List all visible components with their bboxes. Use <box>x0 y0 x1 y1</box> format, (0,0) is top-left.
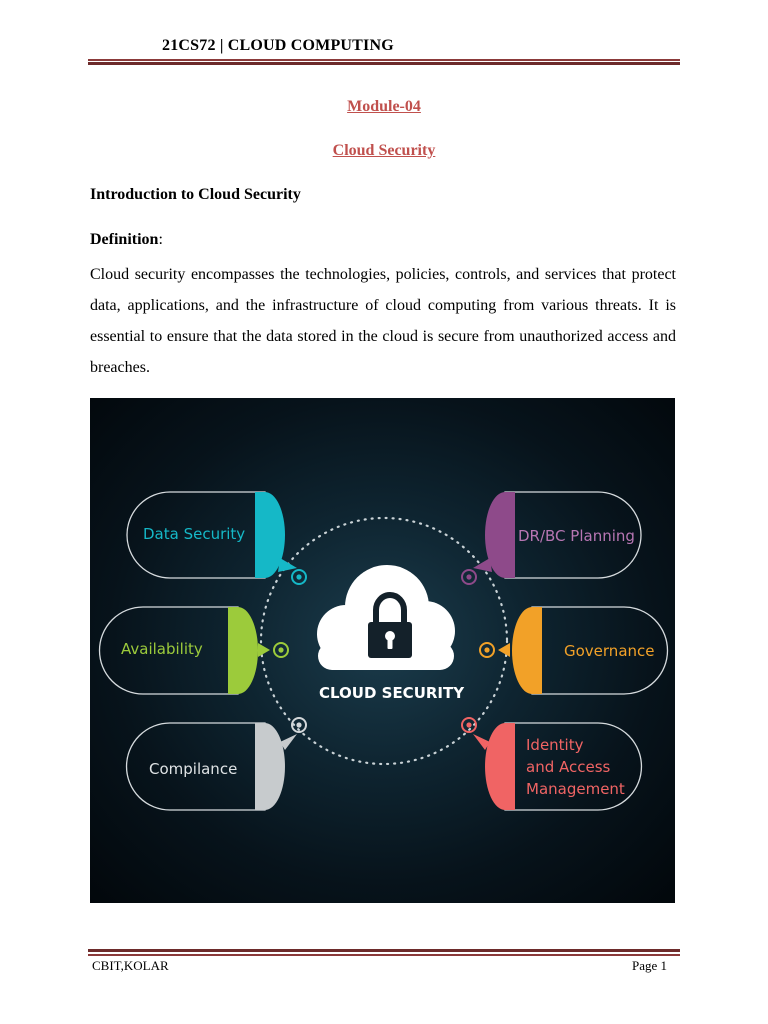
section-title: Cloud Security <box>332 142 436 159</box>
footer-page-number: Page 1 <box>632 958 668 973</box>
label-compilance: Compilance <box>149 760 238 778</box>
definition-colon: : <box>158 231 163 248</box>
intro-heading: Introduction to Cloud Security <box>90 186 301 203</box>
label-data-security: Data Security <box>143 525 246 543</box>
label-availability: Availability <box>121 640 203 658</box>
module-title: Module-04 <box>347 98 421 115</box>
cloud-lock-icon <box>317 565 455 670</box>
header-title: 21CS72 | CLOUD COMPUTING <box>162 37 394 54</box>
label-dr-bc-planning: DR/BC Planning <box>518 527 635 545</box>
label-governance: Governance <box>564 642 655 660</box>
label-identity-line-2: and Access <box>526 758 611 776</box>
label-identity-line-1: Identity <box>526 736 584 754</box>
header-rule-thick <box>88 62 680 65</box>
footer-institution: CBIT,KOLAR <box>92 958 169 973</box>
cloud-security-figure <box>90 398 675 903</box>
definition-heading <box>90 231 163 249</box>
header-rule <box>88 59 680 61</box>
label-identity-access-management <box>526 734 625 800</box>
footer-rule <box>88 954 680 956</box>
label-identity-line-3: Management <box>526 780 625 798</box>
footer-rule-thick <box>88 949 680 952</box>
definition-paragraph: Cloud security encompasses the technologies, policies, controls, and services that protect data, applications, and the infrastructure of cloud computing from various threats. It is essential to ensure that the data stored in the cloud is secure from unauthorized access and breaches. <box>90 266 676 376</box>
center-label: CLOUD SECURITY <box>319 684 465 702</box>
definition-label: Definition <box>90 231 159 248</box>
